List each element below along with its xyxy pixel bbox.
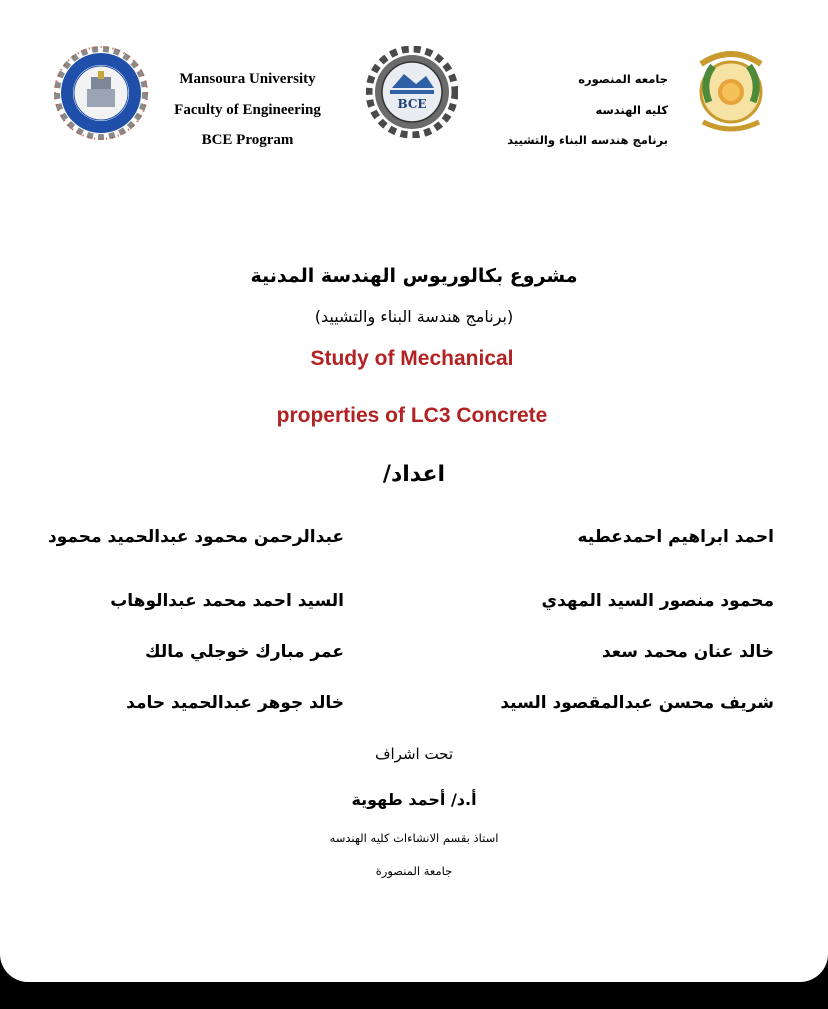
- english-title-line-2: properties of LC3 Concrete: [276, 404, 548, 427]
- student-name: خالد جوهر عبدالحميد حامد: [126, 693, 344, 713]
- student-name: احمد ابراهيم احمدعطيه: [577, 527, 774, 547]
- program-subtitle-arabic: (برنامج هندسة البناء والتشييد): [314, 307, 514, 326]
- english-faculty-name: Faculty of Engineering: [174, 101, 321, 118]
- project-title-arabic: مشروع بكالوريوس الهندسة المدنية: [250, 265, 578, 287]
- mansoura-university-logo: [684, 44, 778, 142]
- student-name: السيد احمد محمد عبدالوهاب: [110, 591, 344, 611]
- arabic-university-name: جامعه المنصوره: [578, 72, 668, 86]
- bce-program-logo: [366, 46, 458, 138]
- student-name: عمر مبارك خوجلي مالك: [145, 642, 344, 662]
- english-title-line-1: Study of Mechanical: [310, 347, 514, 370]
- student-name: شريف محسن عبدالمقصود السيد: [500, 693, 774, 713]
- supervision-label: تحت اشراف: [374, 745, 454, 763]
- arabic-header: [498, 64, 668, 156]
- faculty-of-engineering-logo: [53, 45, 149, 141]
- supervisor-university: جامعة المنصورة: [375, 864, 453, 878]
- english-header: [160, 64, 335, 156]
- arabic-program-name: برنامج هندسه البناء والتشييد: [507, 133, 668, 147]
- supervisor-department: استاذ بقسم الانشاءات كليه الهندسه: [329, 831, 499, 845]
- student-name: عبدالرحمن محمود عبدالحميد محمود: [48, 527, 344, 547]
- english-program-name: BCE Program: [201, 132, 294, 148]
- student-name: محمود منصور السيد المهدي: [541, 591, 774, 611]
- student-name: خالد عنان محمد سعد: [601, 642, 774, 662]
- english-university-name: Mansoura University: [179, 71, 316, 87]
- prepared-by-label: اعداد/: [382, 462, 446, 487]
- supervisor-name: أ.د/ أحمد طهوية: [351, 790, 477, 809]
- arabic-faculty-name: كليه الهندسه: [595, 102, 668, 117]
- bce-logo-text: BCE: [397, 97, 427, 111]
